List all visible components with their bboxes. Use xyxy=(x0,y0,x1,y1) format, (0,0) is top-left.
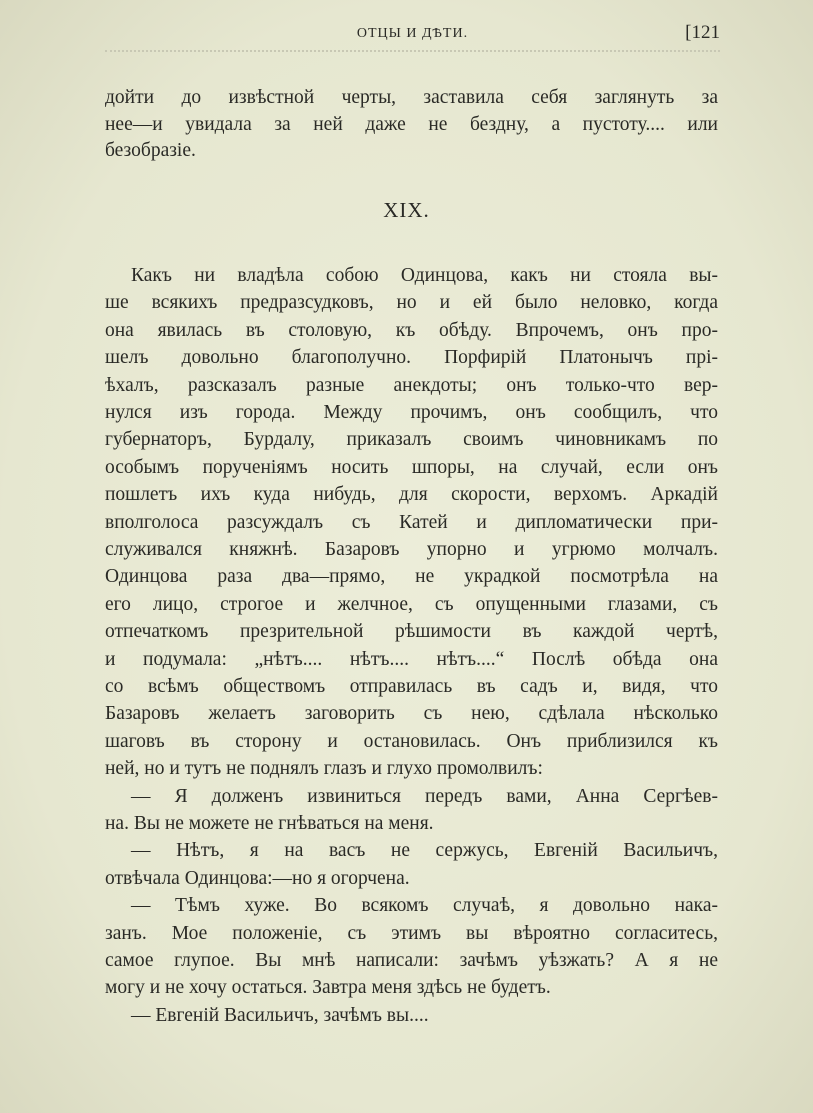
text-line: — Я долженъ извиниться передъ вами, Анна Сергѣев- xyxy=(131,785,718,807)
text-line: нулся изъ города. Между прочимъ, онъ сообщилъ, что xyxy=(105,402,718,423)
text-line: — Евгеній Васильичъ, зачѣмъ вы.... xyxy=(131,1004,429,1026)
text-line: могу и не хочу остаться. Завтра меня здѣсь не будетъ. xyxy=(105,977,551,999)
text-line: его лицо, строгое и желчное, съ опущенными глазами, съ xyxy=(105,593,718,615)
text-line: на. Вы не можете не гнѣваться на меня. xyxy=(105,813,434,834)
text-line: пошлетъ ихъ куда нибудь, для скорости, верхомъ. Аркадій xyxy=(105,484,718,506)
text-line: ѣхалъ, разсказалъ разные анекдоты; онъ только-что вер- xyxy=(105,374,718,396)
text-line: отпечаткомъ презрительной рѣшимости въ каждой чертѣ, xyxy=(105,621,718,643)
text-line: особымъ порученіямъ носить шпоры, на случай, если онъ xyxy=(105,456,718,478)
text-line: Какъ ни владѣла собою Одинцова, какъ ни стояла вы- xyxy=(131,265,718,286)
text-line: занъ. Мое положеніе, съ этимъ вы вѣроятно согласитесь, xyxy=(105,922,718,944)
text-line: она явилась въ столовую, къ обѣду. Впрочемъ, онъ про- xyxy=(105,319,718,341)
running-title: ОТЦЫ И ДѢТИ. xyxy=(356,26,469,41)
text-line: безобразіе. xyxy=(105,140,196,161)
text-line: ней, но и тутъ не поднялъ глазъ и глухо промолвилъ: xyxy=(105,758,543,780)
text-line: ше всякихъ предразсудковъ, но и ей было неловко, когда xyxy=(105,292,718,314)
header-rule xyxy=(105,50,720,52)
text-line: — Тѣмъ хуже. Во всякомъ случаѣ, я довольно нака- xyxy=(131,895,718,917)
text-line: шелъ довольно благополучно. Порфирій Платонычъ прі- xyxy=(105,347,718,369)
text-line: вполголоса разсуждалъ съ Катей и дипломатически при- xyxy=(105,511,718,533)
text-line: самое глупое. Вы мнѣ написали: зачѣмъ уѣзжать? А я не xyxy=(105,950,718,971)
text-line: служивался княжнѣ. Базаровъ упорно и угрюмо молчалъ. xyxy=(105,539,718,560)
text-line: Базаровъ желаетъ заговорить съ нею, сдѣлала нѣсколько xyxy=(105,703,718,725)
text-line: со всѣмъ обществомъ отправилась въ садъ и, видя, что xyxy=(105,676,718,697)
text-line: шаговъ въ сторону и остановилась. Онъ приблизился къ xyxy=(105,730,718,752)
text-line: дойти до извѣстной черты, заставила себя заглянуть за xyxy=(105,87,718,108)
text-line: — Нѣтъ, я на васъ не сержусь, Евгеній Васильичъ, xyxy=(131,840,718,862)
page-number: [121 xyxy=(685,22,720,43)
text-line: Одинцова раза два—прямо, не украдкой посмотрѣла на xyxy=(105,566,718,588)
text-line: и подумала: „нѣтъ.... нѣтъ.... нѣтъ....“ Послѣ обѣда она xyxy=(105,648,718,670)
text-line: нее—и увидала за ней даже не бездну, а пустоту.... или xyxy=(105,113,718,135)
running-header xyxy=(105,22,720,52)
text-line: губернаторъ, Бурдалу, приказалъ своимъ чиновникамъ по xyxy=(105,429,718,451)
text-line: отвѣчала Одинцова:—но я огорчена. xyxy=(105,867,410,889)
chapter-heading: XIX. xyxy=(383,198,430,222)
